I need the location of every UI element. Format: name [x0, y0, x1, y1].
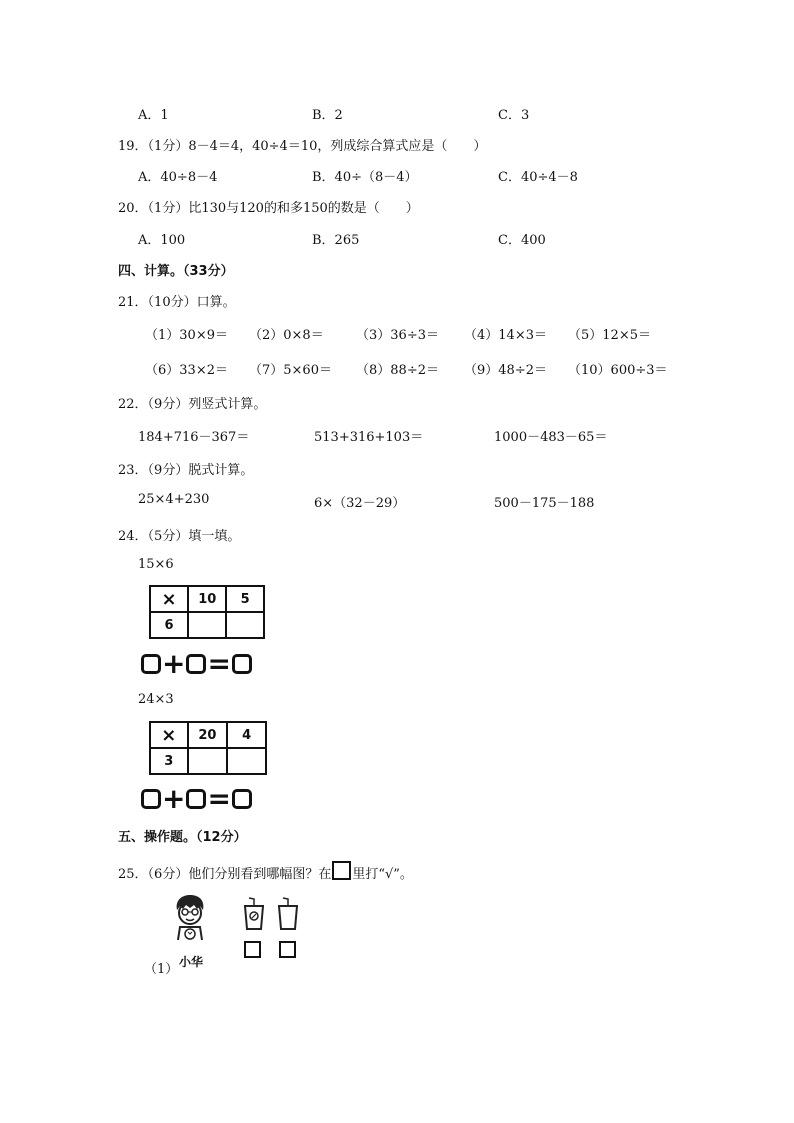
- answer-checkbox-2[interactable]: [279, 941, 296, 958]
- plus-sign: +: [162, 647, 186, 680]
- q18-option-c: C．3: [498, 108, 530, 123]
- answer-box[interactable]: [186, 654, 206, 674]
- header-cell-2: 5: [226, 586, 264, 612]
- section5-title: 五、操作题。（12分）: [118, 830, 247, 845]
- answer-box[interactable]: [186, 789, 206, 809]
- q22-stem: 22．（9分）列竖式计算。: [118, 397, 267, 412]
- q21-item-10: （10）600÷3＝: [568, 363, 668, 378]
- q20-stem: 20．（1分）比130与120的和多150的数是（ ）: [118, 201, 419, 216]
- answer-checkbox-1[interactable]: [244, 941, 261, 958]
- multiplication-grid-2: [149, 721, 267, 775]
- q24-label-2: 24×3: [138, 692, 174, 707]
- answer-box[interactable]: [141, 789, 161, 809]
- q18-option-a: A．1: [138, 108, 169, 123]
- answer-cell[interactable]: [226, 612, 264, 638]
- q19-option-a: A．40÷8－4: [138, 170, 218, 185]
- q22-item-2: 513+316+103＝: [314, 430, 424, 445]
- q21-item-3: （3）36÷3＝: [356, 328, 439, 343]
- cup-view-1-icon: [242, 897, 266, 931]
- q25-item-number: （1）: [144, 962, 179, 977]
- q18-option-b: B．2: [312, 108, 343, 123]
- boy-figure-icon: [172, 894, 208, 942]
- q19-stem: 19．（1分）8－4＝4，40÷4＝10，列成综合算式应是（ ）: [118, 139, 487, 154]
- header-cell-1: 20: [188, 722, 228, 748]
- row-header-cell: 6: [150, 612, 188, 638]
- q19-option-b: B．40÷（8－4）: [312, 170, 418, 185]
- q19-option-c: C．40÷4－8: [498, 170, 578, 185]
- times-cell: ×: [150, 722, 188, 748]
- equals-sign: =: [207, 647, 231, 680]
- equals-sign: =: [207, 782, 231, 815]
- q25-stem-after: 里打“√”。: [352, 867, 413, 882]
- answer-box[interactable]: [141, 654, 161, 674]
- q23-item-1: 25×4+230: [138, 492, 210, 507]
- character-name: 小华: [179, 955, 204, 969]
- q21-item-5: （5）12×5＝: [568, 328, 651, 343]
- q21-item-2: （2）0×8＝: [249, 328, 324, 343]
- q25-stem-before: 25．（6分）他们分别看到哪幅图？在: [118, 867, 332, 882]
- equation-row-2: [141, 782, 252, 815]
- row-header-cell: 3: [150, 748, 188, 774]
- plus-sign: +: [162, 782, 186, 815]
- header-cell-2: 4: [227, 722, 266, 748]
- answer-cell[interactable]: [227, 748, 266, 774]
- q21-item-8: （8）88÷2＝: [356, 363, 439, 378]
- q25-stem: [118, 861, 413, 882]
- q20-option-c: C．400: [498, 233, 546, 248]
- answer-box[interactable]: [232, 654, 252, 674]
- q21-stem: 21．（10分）口算。: [118, 295, 236, 310]
- q20-option-b: B．265: [312, 233, 360, 248]
- q21-item-1: （1）30×9＝: [145, 328, 228, 343]
- section4-title: 四、计算。（33分）: [118, 264, 234, 279]
- checkbox-icon: [332, 861, 351, 880]
- q24-stem: 24．（5分）填一填。: [118, 529, 241, 544]
- q24-label-1: 15×6: [138, 557, 174, 572]
- q22-item-3: 1000－483－65＝: [494, 430, 608, 445]
- q23-item-3: 500－175－188: [494, 496, 595, 511]
- answer-box[interactable]: [232, 789, 252, 809]
- q21-item-4: （4）14×3＝: [464, 328, 547, 343]
- q20-option-a: A．100: [138, 233, 186, 248]
- answer-cell[interactable]: [188, 612, 226, 638]
- times-cell: ×: [150, 586, 188, 612]
- q23-stem: 23．（9分）脱式计算。: [118, 463, 254, 478]
- q21-item-6: （6）33×2＝: [145, 363, 228, 378]
- q21-item-9: （9）48÷2＝: [464, 363, 547, 378]
- q22-item-1: 184+716－367＝: [138, 430, 250, 445]
- cup-view-2-icon: [276, 897, 300, 931]
- answer-cell[interactable]: [188, 748, 228, 774]
- header-cell-1: 10: [188, 586, 226, 612]
- equation-row-1: [141, 647, 252, 680]
- q21-item-7: （7）5×60＝: [249, 363, 332, 378]
- q23-item-2: 6×（32－29）: [314, 496, 406, 511]
- multiplication-grid-1: [149, 585, 265, 639]
